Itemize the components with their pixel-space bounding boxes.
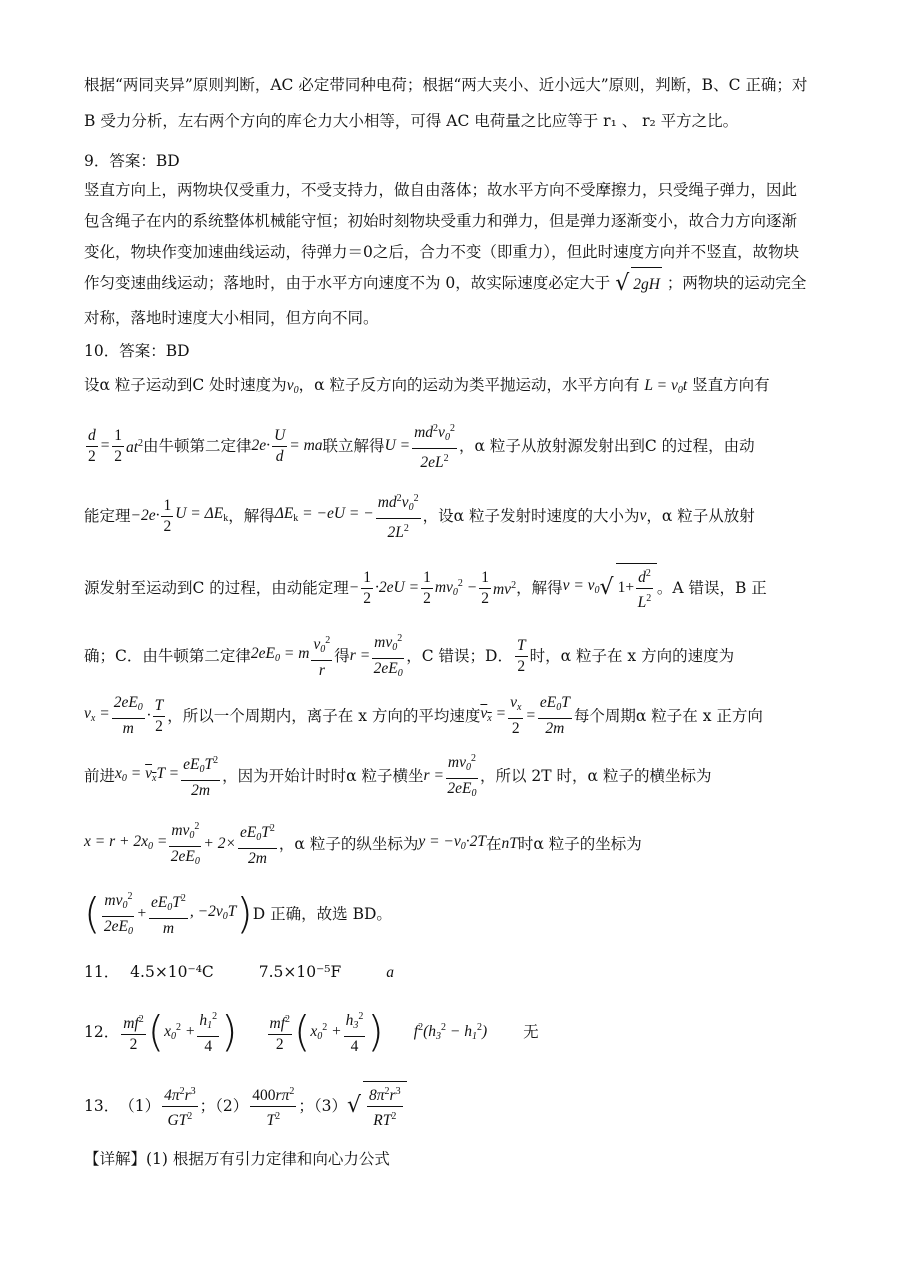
q8-line1: 根据“两同夹异”原则判断，AC 必定带同种电荷；根据“两大夹小、近小远大”原则，判断，B、C 正确；对: [84, 76, 808, 94]
formula: $\frac{1}{2}$: [114, 426, 122, 465]
formula: $\frac{1}{2}$: [423, 568, 431, 607]
q10-text: 能定理: [84, 507, 131, 525]
q10-text: 竖直方向有: [692, 376, 770, 394]
formula: $mf^2$ 2: [268, 1010, 293, 1055]
formula: $v_0^2$ r: [311, 631, 332, 681]
q10-text: 每个周期α 粒子在 x 正方向: [573, 707, 763, 725]
q10-line4: 源发射至运动到C 的过程，由动能定理 − $\frac{1}{2}$ ·2eU = $\frac{1}{2}$ $mv_0^2$ − $\frac{1}{2}$ $mv^2$ ，解得 $v = v_0$ √ 1+ $\frac{d^2}{L^2}$ 。A 错误，B 正: [84, 560, 820, 616]
formula: $\frac{eE_0T}{2m}$: [539, 694, 570, 737]
q10-text: ，α 粒子从放射: [646, 507, 755, 525]
formula: $\frac{v_x}{2}$: [510, 694, 522, 737]
q9-line4: [84, 266, 820, 302]
q10-text: 由牛顿第二定律: [143, 437, 252, 455]
q10-text: ，所以 2T 时，α 粒子的横坐标为: [480, 767, 712, 785]
formula: $\frac{md^2v_0^2}{2L^2}$: [376, 489, 421, 543]
q10-text: ，因为开始计时时α 粒子横坐: [222, 767, 424, 785]
q13-line: 13． （1） $4\pi^2r^3$ $GT^2$ ；（2） $400r\pi^2$ $T^2$ ；（3） √ $\frac{8\pi^2r^3}{RT^2}$: [84, 1078, 820, 1134]
q13-part2-label: ；（2）: [199, 1097, 249, 1115]
q11-answer3: a: [386, 964, 394, 981]
q9-line4-text-b: ；两物块的运动完全: [666, 274, 807, 292]
formula: 1 2: [163, 496, 172, 535]
formula: $\frac{1}{2}$: [363, 568, 372, 607]
q10-text: 。A 错误，B 正: [656, 579, 767, 597]
formula: $\frac{eE_0T^2}{m}$: [149, 889, 188, 939]
q10-text: ，设α 粒子发射时速度的大小为: [422, 507, 640, 525]
formula: $\frac{md^2v_0^2}{2eL^2}$: [412, 419, 457, 473]
q12-line: 12． $mf^2$ 2 ( $x_0^2$ + $\frac{h_1^2}{4}$ ) $mf^2$ 2 ( $x_0^2$ + $\frac{h_3^2}{4}$ ) $f^2(h_3^2 - h_1^2)$ 无: [84, 1007, 539, 1056]
formula: $\frac{mv_0^2}{2eE_0}$: [372, 629, 404, 684]
q10-text: ，解得: [228, 507, 275, 525]
formula: $\frac{eE_0T^2}{2m}$: [238, 819, 277, 869]
q10-line7: 前进 $x_0 = v_xT$ = $\frac{eE_0T^2}{2m}$ ，因为开始计时时α 粒子横坐 r = $\frac{mv_0^2}{2eE_0}$ ，所以 2T 时，α 粒子的横坐标为: [84, 748, 820, 804]
q10-heading: 10．答案：BD: [84, 342, 190, 360]
q9-line1: 竖直方向上，两物块仅受重力，不受支持力，做自由落体；故水平方向不受摩擦力，只受绳子弹力，因此: [84, 181, 798, 199]
q11-answer2: 7.5×10⁻⁵F: [258, 963, 342, 981]
q9-line4-text-a: 作匀变速曲线运动；落地时，由于水平方向速度不为 0，故实际速度必定大于: [84, 274, 611, 292]
q10-text: ，α 粒子反方向的运动为类平抛运动，水平方向有: [298, 376, 640, 394]
q10-text: 确；C．由牛顿第二定律: [84, 647, 251, 665]
formula: $\frac{2eE_0}{m}$: [113, 694, 143, 737]
q10-line2: $\frac{d}{2}$ = $\frac{1}{2}$ $at^2$ 由牛顿第二定律 2e· $\frac{U}{d}$ = ma 联立解得 U = $\frac{md^2v_0^2}{2eL^2}$ ，α 粒子从放射源发射出到C 的过程，由动: [84, 418, 820, 474]
q11-answer1: 4.5×10⁻⁴C: [130, 963, 214, 981]
q10-text: ，α 粒子从放射源发射出到C 的过程，由动: [458, 437, 755, 455]
q10-text: 源发射至运动到C 的过程，由动能定理: [84, 579, 349, 597]
formula: $L = v_0t$: [644, 377, 688, 396]
formula: $4\pi^2r^3$ $GT^2$: [162, 1082, 198, 1131]
formula: $\frac{eE_0T^2}{2m}$: [181, 751, 220, 801]
q10-text: ，所以一个周期内，离子在 x 方向的平均速度: [167, 707, 481, 725]
formula: $\frac{mv_0^2}{2eE_0}$: [446, 749, 478, 804]
sqrt-sign: √: [615, 271, 630, 296]
formula: T 2: [154, 696, 164, 735]
formula: $\frac{U}{d}$: [274, 426, 286, 465]
formula: $\frac{1}{2}$: [481, 568, 489, 607]
q9-heading: 9．答案：BD: [84, 152, 180, 170]
q10-text: 前进: [84, 767, 116, 785]
q10-text: 在: [486, 835, 502, 853]
sqrt-2gh: 2gH: [631, 267, 662, 302]
formula: $\frac{d}{2}$: [88, 426, 96, 465]
formula: $mf^2$ 2: [121, 1010, 146, 1055]
q12-answer4: 无: [523, 1023, 539, 1041]
q13-part1-label: （1）: [119, 1097, 161, 1115]
q10-text: 设α 粒子运动到C 处时速度为: [84, 376, 287, 394]
formula: $400r\pi^2$ $T^2$: [250, 1082, 296, 1131]
q10-text: 时α 粒子的坐标为: [517, 835, 642, 853]
q10-line1: [84, 368, 820, 408]
formula: $f^2(h_3^2 - h_1^2)$: [413, 1021, 488, 1042]
formula: T 2: [516, 636, 526, 675]
q13-part3-label: ；（3）: [298, 1097, 347, 1115]
q10-line9: ( $mv_0^2$ $2eE_0$ + $\frac{eE_0T^2}{m}$ , $-2v_0T$ ) D 正确，故选 BD。: [84, 886, 820, 942]
q10-text: 时，α 粒子在 x 方向的速度为: [529, 647, 735, 665]
q8-line2: B 受力分析，左右两个方向的库仑力大小相等，可得 AC 电荷量之比应等于 r₁ 、 r₂ 平方之比。: [84, 112, 739, 130]
q10-line5: 确；C．由牛顿第二定律 $2eE_0 = m$ $v_0^2$ r 得 r = $\frac{mv_0^2}{2eE_0}$ ，C 错误；D． T 2 时，α 粒子在 x 方向的速度为: [84, 628, 820, 684]
q9-line2: 包含绳子在内的系统整体机械能守恒；初始时刻物块受重力和弹力，但是弹力逐渐变小，故合力方向逐渐: [84, 212, 798, 230]
formula: $v_0$: [286, 377, 299, 396]
q11-line: [84, 955, 820, 990]
q10-text: ，解得: [516, 579, 563, 597]
q10-text: ，α 粒子的纵坐标为: [278, 835, 419, 853]
q10-text: D 正确，故选 BD。: [252, 905, 392, 923]
q9-line5: 对称，落地时速度大小相同，但方向不同。: [84, 309, 379, 327]
q10-line6: $v_x$ = $\frac{2eE_0}{m}$ · T 2 ，所以一个周期内，离子在 x 方向的平均速度 $v_x$ = $\frac{v_x}{2}$ = $\frac{eE_0T}{2m}$ 每个周期α 粒子在 x 正方向: [84, 694, 763, 737]
q13-detail: 【详解】(1) 根据万有引力定律和向心力公式: [84, 1150, 390, 1168]
q12-num: 12．: [84, 1023, 120, 1041]
q11-num: 11．: [84, 963, 120, 981]
formula: $\frac{mv_0^2}{2eE_0}$: [169, 817, 201, 872]
q10-text: 联立解得: [322, 437, 385, 455]
q13-num: 13．: [84, 1097, 120, 1115]
q9-line3: 变化，物块作变加速曲线运动，待弹力＝0之后，合力不变（即重力），但此时速度方向并不竖直，故物块: [84, 243, 800, 261]
formula: $mv_0^2$ $2eE_0$: [102, 887, 134, 942]
q10-text: 得: [334, 647, 350, 665]
q10-line3: 能定理 −2e· 1 2 $U = \Delta E_k$ ，解得 $\Delta E_k = -eU$ = − $\frac{md^2v_0^2}{2L^2}$ ，设α 粒子发射时速度的大小为 v ，α 粒子从放射: [84, 488, 820, 544]
q10-text: ，C 错误；D．: [406, 647, 513, 665]
q10-line8: $x = r + 2x_0$ = $\frac{mv_0^2}{2eE_0}$ + 2× $\frac{eE_0T^2}{2m}$ ，α 粒子的纵坐标为 $y = -v_0\cdot 2T$ 在 nT 时α 粒子的坐标为: [84, 816, 820, 872]
